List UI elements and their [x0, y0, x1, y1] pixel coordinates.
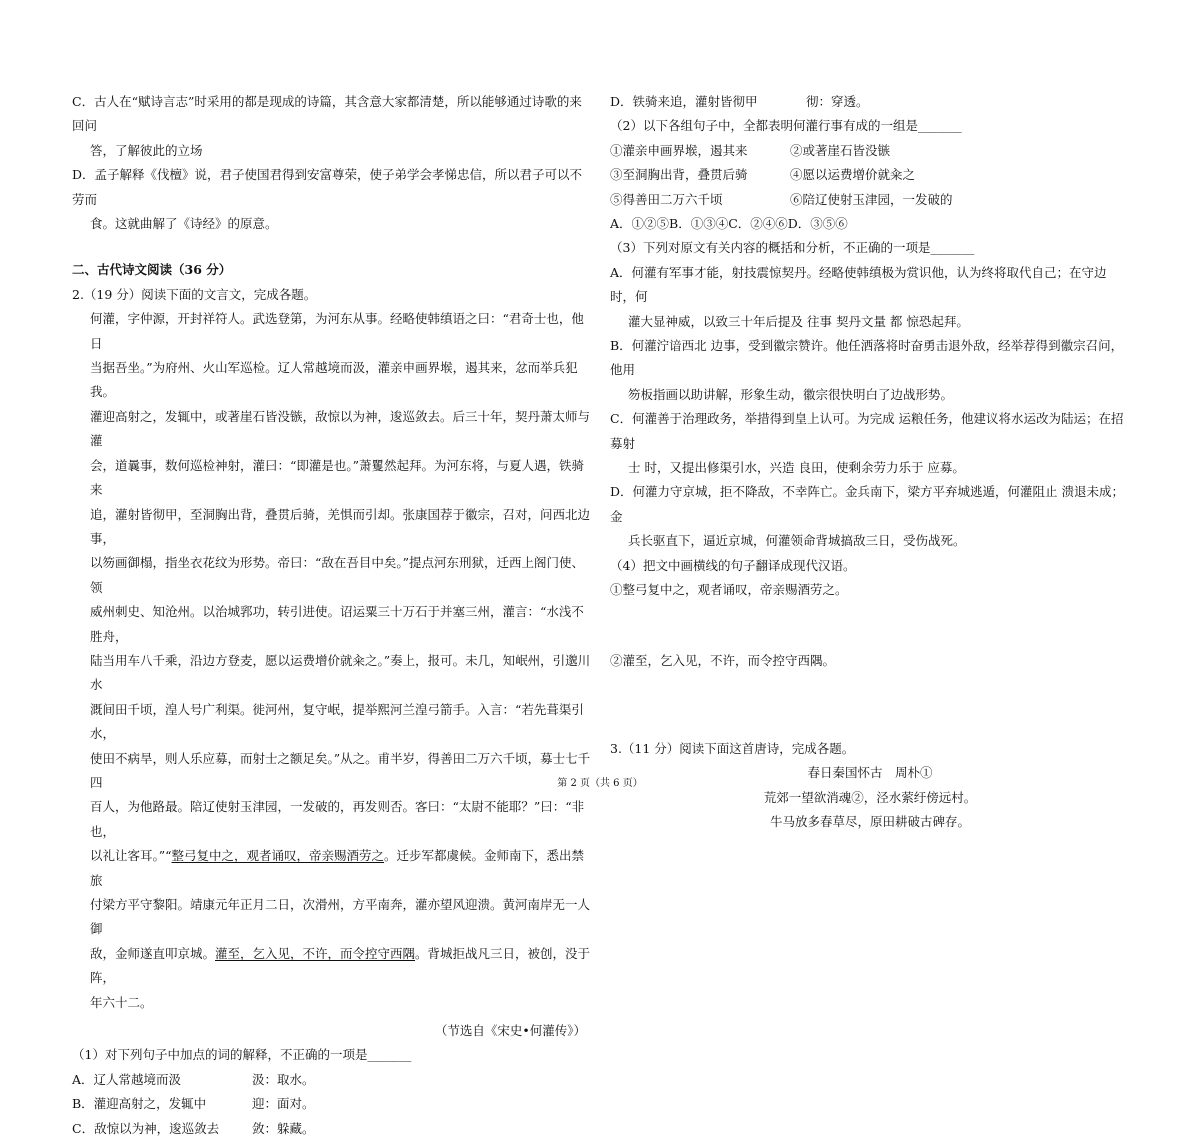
translate-sentence-1: ①整弓复中之，观者诵叹，帝亲赐酒劳之。 [610, 582, 848, 598]
sub3-option-a-line1: A．何灌有军事才能，射技震惊契丹。经略使韩缜极为赏识他，认为终将取代自己；在守边时，何 [610, 264, 1107, 305]
option-d-line2: 食。这就曲解了《诗经》的原意。 [90, 216, 278, 232]
sub2-item: ⑥陪辽使射玉津园，一发破的 [790, 191, 953, 207]
sub-question-3: （3）下列对原文有关内容的概括和分析，不正确的一项是_______ [610, 240, 975, 256]
poem-title: 春日秦国怀古 周朴① [807, 765, 933, 781]
passage-line: 何灌，字仲源，开封祥符人。武选登第，为河东从事。经略使韩缜语之曰：“君奇士也，他日 [90, 311, 584, 351]
sub1-option-d [610, 90, 1130, 114]
passage-line: 会，道曩事，数何巡检神射，灌曰：“即灌是也。”萧矍然起拜。为河东将，与夏人遇，铁骑来 [90, 457, 585, 498]
classical-passage [72, 307, 592, 1015]
sub-question-4: （4）把文中画横线的句子翻译成现代汉语。 [610, 557, 856, 573]
option-c-line2: 答，了解彼此的立场 [90, 142, 203, 158]
underlined-sentence-1: 整弓复中之，观者诵叹，帝亲赐酒劳之 [171, 848, 385, 864]
option-gloss: 迎：面对。 [252, 1096, 315, 1112]
option-gloss: 敛：躲藏。 [252, 1120, 315, 1136]
sub2-item: ①灌亲申画界堠，遏其来 [610, 142, 748, 158]
answer-space [610, 673, 1130, 737]
sub3-option-c-line2: 士 时，又提出修渠引水，兴造 良田，使剩余劳力乐于 应募。 [628, 460, 965, 476]
passage-line: 灌迎高射之，发辄中，或著崖石皆没镞，敌惊以为神，逡巡敛去。后三十年，契丹萧太师与灌 [90, 408, 591, 449]
sub2-item: ⑤得善田二万六千顷 [610, 191, 723, 207]
sub2-row [610, 188, 1130, 212]
answer-space [610, 603, 1130, 649]
sub1-option-b [72, 1092, 592, 1116]
sub-question-1: （1）对下列句子中加点的词的解释，不正确的一项是_______ [72, 1047, 412, 1063]
passage-text: 。迁步军都虞候。金师南下，悉出禁旅 [90, 848, 585, 888]
sub1-option-a [72, 1068, 592, 1092]
sub3-option-a-line2: 灌大显神威，以致三十年后提及 往事 契丹文量 都 惊恐起拜。 [628, 313, 969, 329]
option-d-line1: D．孟子解释《伐檀》说，君子使国君得到安富尊荣，使子弟学会孝悌忠信，所以君子可以不劳而 [72, 167, 583, 207]
passage-text: 以礼让客耳。”“ [90, 848, 172, 864]
sub1-option-c [72, 1117, 592, 1141]
sub-question-2: （2）以下各组句子中，全都表明何灌行事有成的一组是_______ [610, 118, 962, 134]
passage-source: （节选自《宋史•何灌传》） [434, 1023, 586, 1039]
passage-line: 溉间田千顷，湟人号广利渠。徙河州，复守岷，提举熙河兰湟弓箭手。入言：“若先葺渠引水， [90, 701, 584, 742]
sub2-row [610, 139, 1130, 163]
translate-sentence-2: ②灌至，乞入见，不许，而令控守西隅。 [610, 652, 836, 668]
passage-line: 威州刺史、知沧州。以治城郛功，转引进使。诏运粟三十万石于并塞三州，灌言：“水浅不胜舟， [90, 604, 584, 644]
sub2-item: ②或著崖石皆没镞 [790, 142, 891, 158]
passage-line: 百人，为他路最。陪辽使射玉津园，一发破的，再发则否。客曰：“太尉不能耶？”曰：“非也， [90, 799, 585, 839]
passage-line: 使田不病旱，则人乐应募，而射士之额足矣。”从之。甫半岁，得善田二万六千顷，募士七千四 [90, 750, 591, 790]
poem-line: 荒郊一望欲消魂②，泾水萦纡傍远村。 [763, 789, 977, 805]
question-2-prompt: 2.（19 分）阅读下面的文言文，完成各题。 [72, 286, 317, 302]
passage-line [72, 942, 592, 991]
section-heading: 二、古代诗文阅读（36 分） [72, 262, 232, 278]
sub3-option-b-line2: 笏板指画以助讲解，形象生动，徽宗很快明白了边战形势。 [628, 386, 954, 402]
option-sentence: A．辽人常越境而汲 [72, 1071, 182, 1087]
option-sentence: B．灌迎高射之，发辄中 [72, 1096, 207, 1112]
sub3-option-c-line1: C．何灌善于治理政务，举措得到皇上认可。为完成 运粮任务，他建议将水运改为陆运；在招募射 [610, 411, 1124, 451]
right-column [610, 90, 1130, 835]
passage-text: 敌，金师遂直叩京城。 [90, 945, 216, 961]
option-sentence: D．铁骑来追，灌射皆彻甲 [610, 94, 758, 109]
passage-line: 陆当用车八千乘，沿边方登麦，愿以运费增价就籴之。”奏上，报可。未几，知岷州，引邈川水 [90, 652, 591, 693]
poem-line: 牛马放多春草尽，原田耕破古碑存。 [769, 814, 970, 830]
passage-line: 当据吾坐。”为府州、火山军巡检。辽人常越境而汲，灌亲申画界堠，遏其来，忿而举兵犯我。 [90, 360, 578, 400]
option-c-line1: C．古人在“赋诗言志”时采用的都是现成的诗篇，其含意大家都清楚，所以能够通过诗歌的来回问 [72, 94, 582, 134]
sub2-item: ④愿以运费增价就籴之 [790, 167, 916, 183]
page-footer: 第 2 页（共 6 页） [557, 778, 643, 789]
passage-line: 追，灌射皆彻甲，至洞胸出背，叠贯后骑，羌惧而引却。张康国荐于徽宗，召对，问西北边事， [90, 506, 591, 546]
option-sentence: C．敌惊以为神，逡巡敛去 [72, 1120, 220, 1136]
passage-line: 以笏画御榻，指坐衣花纹为形势。帝曰：“敌在吾目中矣。”提点河东刑狱，迁西上阁门使、领 [90, 555, 585, 595]
passage-line: 年六十二。 [90, 994, 153, 1010]
sub2-row [610, 163, 1130, 187]
passage-text: 。背城拒战凡三日，被创，没于阵， [90, 945, 591, 986]
sub3-option-d-line2: 兵长驱直下，逼近京城，何灌领命背城搞敌三日，受伤战死。 [628, 533, 966, 549]
sub3-option-b-line1: B．何灌泞谙西北 边事，受到徽宗赞许。他任洒落将时奋勇击退外敌，经举荐得到徽宗召问，他用 [610, 338, 1124, 378]
sub2-item: ③至洞胸出背，叠贯后骑 [610, 167, 748, 183]
sub2-options: A．①②⑤B．①③④C．②④⑥D．③⑤⑥ [610, 216, 848, 232]
option-gloss: 汲：取水。 [252, 1071, 315, 1087]
passage-line [72, 844, 592, 893]
sub3-option-d-line1: D．何灌力守京城，拒不降敌，不幸阵亡。金兵南下，梁方平弃城逃遁，何灌阻止 溃退未成；金 [610, 484, 1124, 524]
underlined-sentence-2: 灌至，乞入见，不许，而令控守西隅 [215, 945, 416, 961]
left-column [72, 90, 592, 1141]
question-3-prompt: 3.（11 分）阅读下面这首唐诗，完成各题。 [610, 740, 855, 756]
passage-line: 付梁方平守黎阳。靖康元年正月二日，次滑州，方平南奔，灌亦望风迎溃。黄河南岸无一人御 [90, 897, 591, 937]
option-gloss: 彻：穿透。 [806, 94, 869, 109]
